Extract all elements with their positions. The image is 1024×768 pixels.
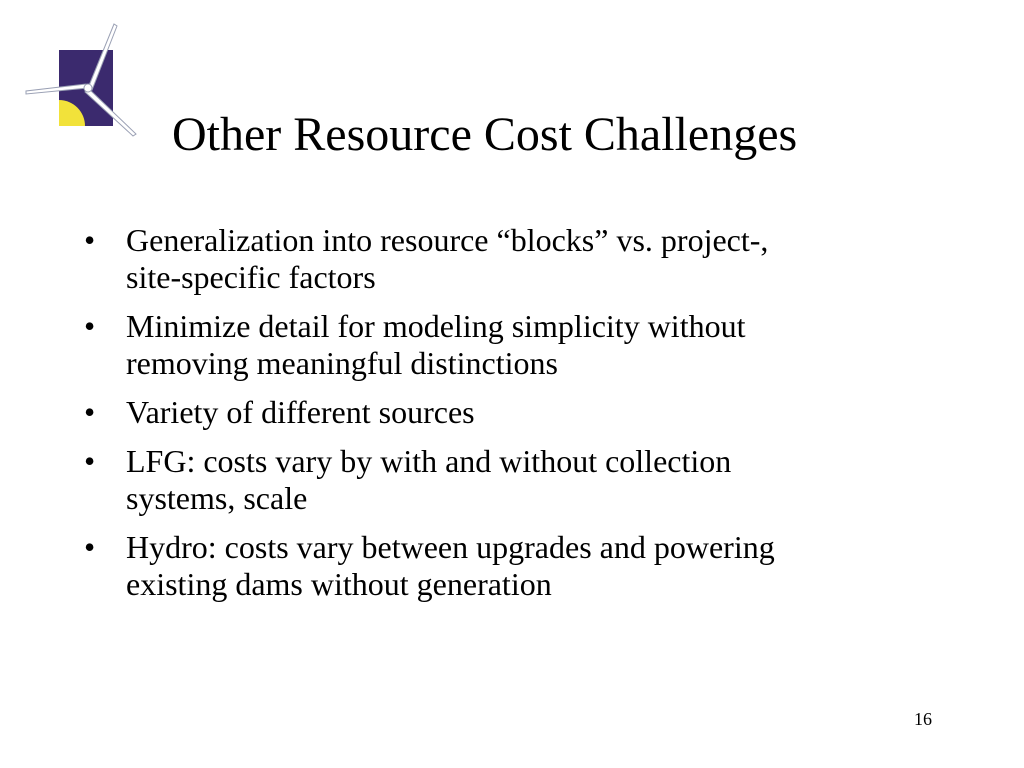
slide-title: Other Resource Cost Challenges xyxy=(172,108,798,161)
bullet-text xyxy=(126,443,984,517)
bullet-text xyxy=(126,529,984,603)
bullet-line: existing dams without generation xyxy=(126,566,552,602)
bullet-item xyxy=(84,443,984,517)
bullet-list xyxy=(84,222,984,615)
bullet-icon: • xyxy=(84,394,96,430)
bullet-icon: • xyxy=(84,308,96,344)
bullet-item xyxy=(84,529,984,603)
bullet-item xyxy=(84,394,984,431)
bullet-line: Variety of different sources xyxy=(126,394,475,430)
bullet-item xyxy=(84,308,984,382)
bullet-icon: • xyxy=(84,529,96,565)
bullet-line: Hydro: costs vary between upgrades and powering xyxy=(126,529,775,565)
bullet-line: Generalization into resource “blocks” vs. project-, xyxy=(126,222,769,258)
bullet-text xyxy=(126,222,984,296)
bullet-line: removing meaningful distinctions xyxy=(126,345,558,381)
bullet-item xyxy=(84,222,984,296)
bullet-icon: • xyxy=(84,222,96,258)
wind-turbine-logo-icon xyxy=(22,22,142,142)
bullet-line: LFG: costs vary by with and without collection xyxy=(126,443,732,479)
bullet-line: systems, scale xyxy=(126,480,308,516)
bullet-line: site-specific factors xyxy=(126,259,376,295)
bullet-text xyxy=(126,394,984,431)
bullet-line: Minimize detail for modeling simplicity without xyxy=(126,308,746,344)
bullet-icon: • xyxy=(84,443,96,479)
bullet-text xyxy=(126,308,984,382)
page-number: 16 xyxy=(914,709,932,729)
